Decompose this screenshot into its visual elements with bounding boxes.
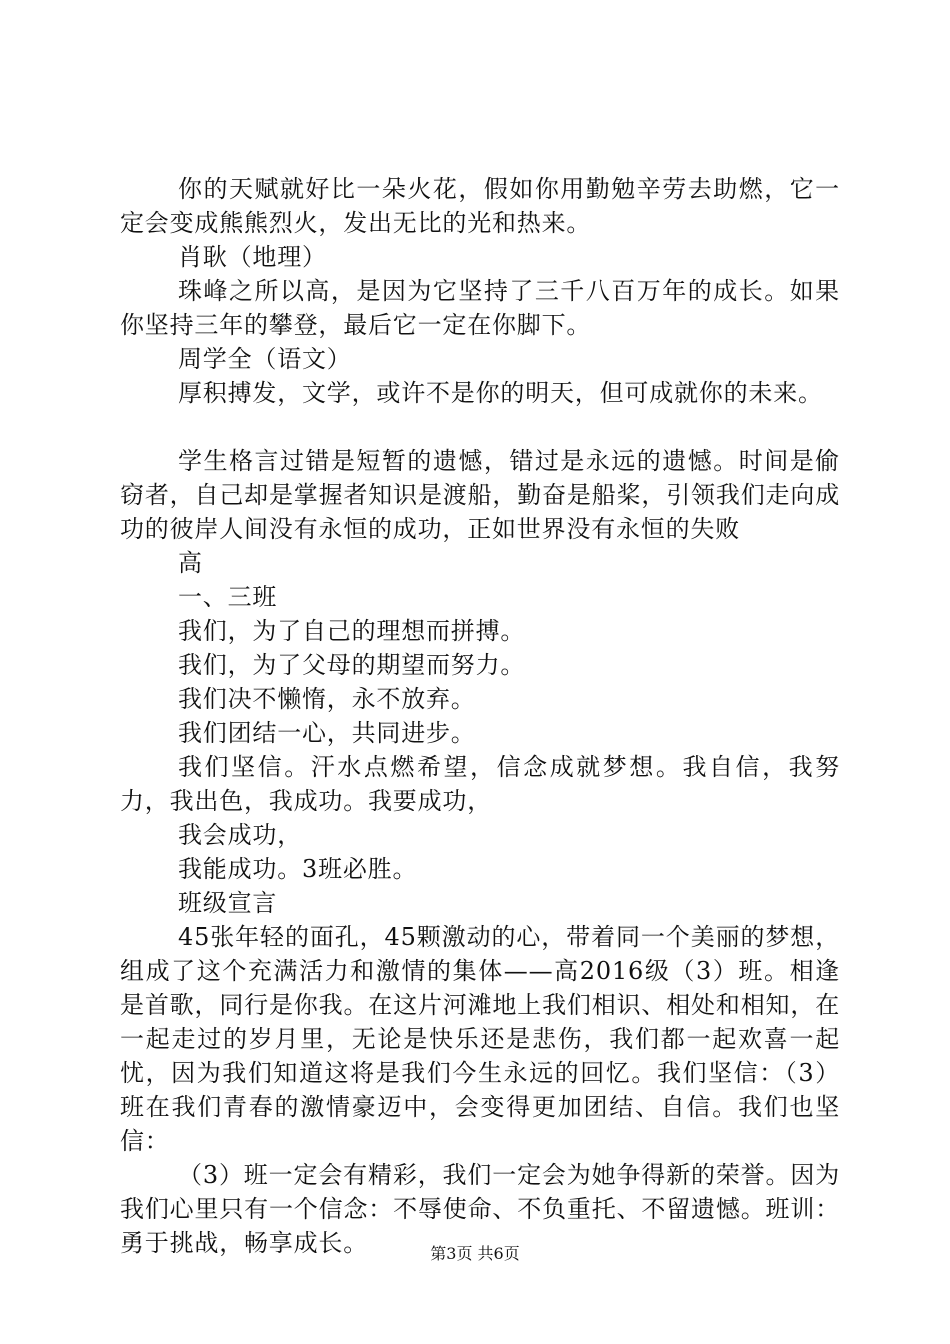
paragraph-talent-quote: 你的天赋就好比一朵火花，假如你用勤勉辛劳去助燃，它一定会变成熊熊烈火，发出无比的光和热来。 (120, 175, 840, 237)
document-body (120, 172, 840, 1260)
heading-class-declaration: 班级宣言 (178, 889, 278, 917)
pledge-line-7: 我能成功。3班必胜。 (178, 855, 418, 883)
paragraph-class-motto: （3）班一定会有精彩，我们一定会为她争得新的荣誉。因为我们心里只有一个信念：不辱使命、不负重托、不留遗憾。班训：勇于挑战，畅享成长。 (120, 1161, 840, 1257)
heading-gao: 高 (178, 549, 203, 577)
pledge-line-6: 我会成功， (178, 821, 302, 849)
author-zhou-xuequan: 周学全（语文） (178, 345, 352, 373)
heading-class-three: 一、三班 (178, 583, 278, 611)
paragraph-everest-quote: 珠峰之所以高，是因为它坚持了三千八百万年的成长。如果你坚持三年的攀登，最后它一定在你脚下。 (120, 277, 840, 339)
pledge-line-4: 我们团结一心，共同进步。 (178, 719, 476, 747)
paragraph-class-declaration: 45张年轻的面孔，45颗激动的心，带着同一个美丽的梦想，组成了这个充满活力和激情的集体——高2016级（3）班。相逢是首歌，同行是你我。在这片河滩地上我们相识、相处和相知，在一起走过的岁月里，无论是快乐还是悲伤，我们都一起欢喜一起忧，因为我们知道这将是我们今生永远的回忆。我们坚信：（3）班在我们青春的激情豪迈中，会变得更加团结、自信。我们也坚信： (120, 923, 840, 1155)
paragraph-literature-quote: 厚积搏发，文学，或许不是你的明天，但可成就你的未来。 (178, 379, 823, 407)
paragraph-student-mottos: 学生格言过错是短暂的遗憾，错过是永远的遗憾。时间是偷窃者，自己却是掌握者知识是渡船，勤奋是船桨，引领我们走向成功的彼岸人间没有永恒的成功，正如世界没有永恒的失败 (120, 447, 840, 543)
pledge-line-5: 我们坚信。汗水点燃希望，信念成就梦想。我自信，我努力，我出色，我成功。我要成功， (120, 753, 840, 815)
pledge-line-3: 我们决不懒惰，永不放弃。 (178, 685, 476, 713)
author-xiao-geng: 肖耿（地理） (178, 243, 327, 271)
page-number-footer: 第3页 共6页 (430, 1244, 520, 1263)
pledge-line-1: 我们，为了自己的理想而拼搏。 (178, 617, 526, 645)
pledge-line-2: 我们，为了父母的期望而努力。 (178, 651, 526, 679)
